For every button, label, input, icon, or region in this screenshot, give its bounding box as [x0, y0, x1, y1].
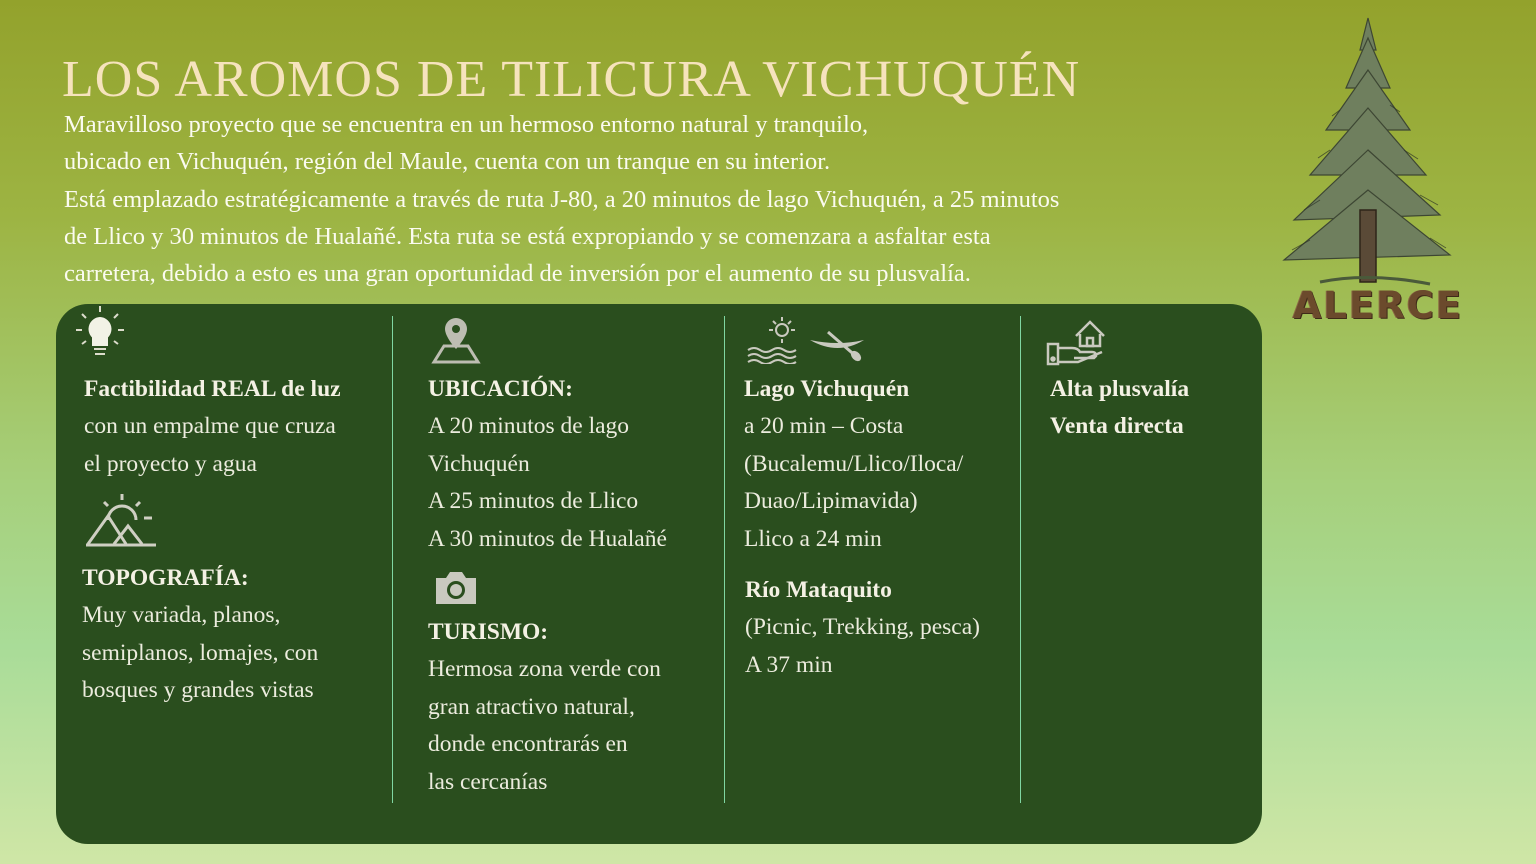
tourism-line: las cercanías — [428, 768, 548, 795]
direct-sale-heading: Venta directa — [1050, 413, 1184, 440]
lake-line: a 20 min – Costa — [744, 413, 904, 440]
topography-line: Muy variada, planos, — [82, 602, 281, 629]
electricity-heading: Factibilidad REAL de luz — [84, 376, 341, 402]
topography-heading: TOPOGRAFÍA: — [82, 565, 249, 591]
tourism-heading: TURISMO: — [428, 619, 549, 645]
lake-block — [744, 371, 963, 558]
intro-paragraph — [64, 106, 1294, 292]
topography-line: semiplanos, lomajes, con — [82, 639, 319, 666]
features-panel — [56, 304, 1262, 844]
sun-water-icon — [746, 316, 802, 364]
location-line: A 20 minutos de lago — [428, 413, 630, 440]
lake-line: Duao/Lipimavida) — [744, 488, 918, 515]
lake-line: (Bucalemu/Llico/Iloca/ — [744, 450, 964, 477]
intro-line: carretera, debido a esto es una gran oportunidad de inversión por el aumento de su plusvalía. — [64, 260, 971, 288]
lake-heading: Lago Vichuquén — [744, 376, 910, 402]
intro-line: ubicado en Vichuquén, región del Maule, cuenta con un tranque en su interior. — [64, 148, 831, 176]
location-line: A 25 minutos de Llico — [428, 488, 639, 515]
tourism-line: gran atractivo natural, — [428, 693, 635, 720]
topography-block — [82, 560, 318, 710]
tourism-line: donde encontrarás en — [428, 731, 628, 758]
intro-line: Está emplazado estratégicamente a través de ruta J-80, a 20 minutos de lago Vichuquén, a 25 minutos — [64, 185, 1060, 213]
page-title: LOS AROMOS DE TILICURA VICHUQUÉN — [62, 51, 1081, 108]
electricity-line: con un empalme que cruza — [84, 413, 336, 440]
electricity-block — [84, 371, 341, 483]
river-heading: Río Mataquito — [745, 577, 892, 603]
plusvalia-heading: Alta plusvalía — [1050, 376, 1190, 402]
lake-line: Llico a 24 min — [744, 525, 882, 552]
location-line: A 30 minutos de Hualañé — [428, 525, 667, 552]
river-line: (Picnic, Trekking, pesca) — [745, 614, 980, 641]
location-block — [428, 371, 667, 558]
intro-line: Maravilloso proyecto que se encuentra en un hermoso entorno natural y tranquilo, — [64, 111, 869, 138]
camera-icon — [434, 570, 478, 606]
intro-line: de Llico y 30 minutos de Hualañé. Esta ruta se está expropiando y se comenzara a asfaltar esta — [64, 222, 991, 250]
lightbulb-icon — [74, 304, 126, 360]
electricity-line: el proyecto y agua — [84, 450, 257, 477]
mountain-sun-icon — [86, 492, 158, 550]
investment-block — [1050, 371, 1189, 446]
river-line: A 37 min — [745, 651, 833, 678]
hand-house-icon — [1046, 314, 1110, 368]
alerce-logo — [1280, 10, 1480, 330]
column-divider — [392, 316, 393, 803]
location-line: Vichuquén — [428, 450, 530, 477]
map-pin-icon — [430, 316, 482, 364]
column-divider — [1020, 316, 1021, 803]
column-divider — [724, 316, 725, 803]
canoe-icon — [808, 330, 868, 362]
topography-line: bosques y grandes vistas — [82, 677, 314, 704]
tree-icon — [1280, 10, 1480, 300]
tourism-block — [428, 614, 661, 801]
river-block — [745, 572, 980, 684]
tourism-line: Hermosa zona verde con — [428, 656, 661, 683]
location-heading: UBICACIÓN: — [428, 376, 573, 402]
logo-text: ALERCE — [1292, 284, 1464, 327]
